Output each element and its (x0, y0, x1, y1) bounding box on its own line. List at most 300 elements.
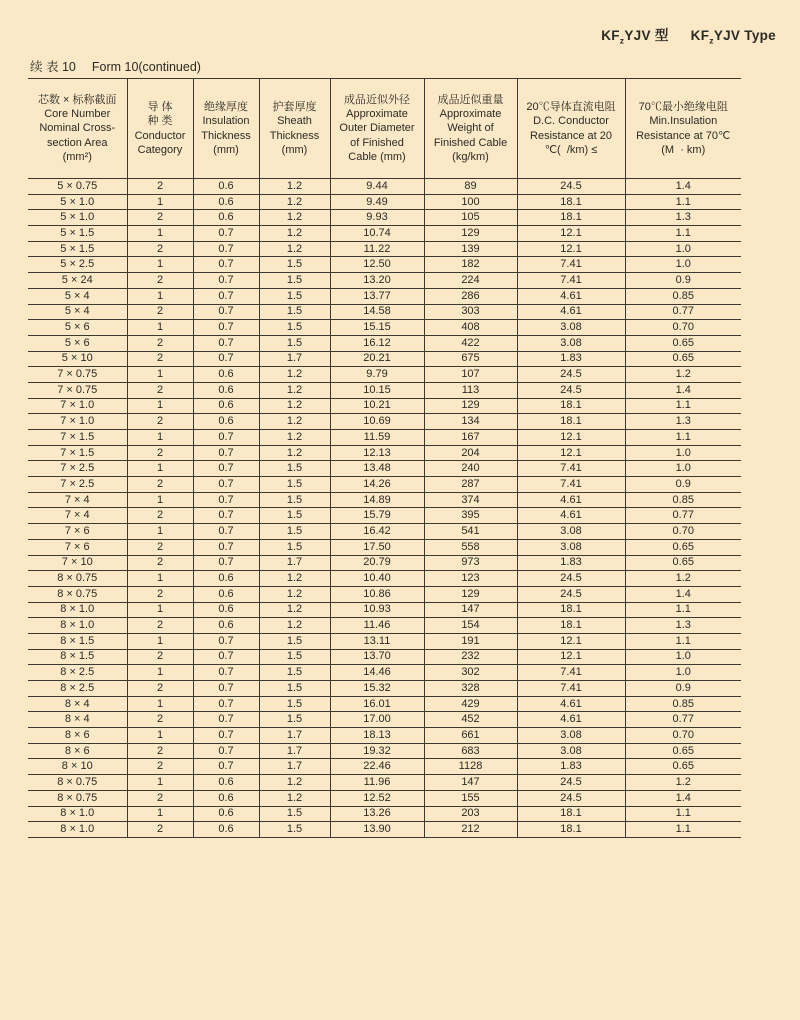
table-cell: 1.1 (625, 806, 741, 822)
table-cell: 1.2 (259, 179, 330, 195)
column-header-core-number: 芯数 × 标称截面 Core Number Nominal Cross- section Area (mm²) (28, 79, 127, 179)
table-cell: 147 (424, 602, 517, 618)
table-cell: 24.5 (517, 179, 625, 195)
table-cell: 24.5 (517, 571, 625, 587)
table-cell: 1 (127, 492, 193, 508)
table-cell: 452 (424, 712, 517, 728)
table-cell: 5 × 1.0 (28, 210, 127, 226)
table-row (28, 445, 741, 461)
table-cell: 0.77 (625, 712, 741, 728)
table-cell: 11.59 (330, 430, 424, 446)
table-cell: 123 (424, 571, 517, 587)
table-cell: 0.65 (625, 351, 741, 367)
table-cell: 18.1 (517, 414, 625, 430)
table-cell: 8 × 2.5 (28, 681, 127, 697)
table-cell: 129 (424, 398, 517, 414)
table-cell: 5 × 4 (28, 288, 127, 304)
table-cell: 1 (127, 524, 193, 540)
table-cell: 1.83 (517, 555, 625, 571)
table-cell: 422 (424, 335, 517, 351)
table-cell: 1.5 (259, 288, 330, 304)
table-cell: 5 × 1.0 (28, 194, 127, 210)
table-cell: 0.65 (625, 743, 741, 759)
cable-type-label (601, 24, 776, 46)
table-cell: 0.6 (193, 210, 259, 226)
table-cell: 204 (424, 445, 517, 461)
table-cell: 1.1 (625, 226, 741, 242)
table-cell: 1 (127, 194, 193, 210)
table-row (28, 398, 741, 414)
table-cell: 24.5 (517, 586, 625, 602)
table-cell: 395 (424, 508, 517, 524)
table-cell: 1.5 (259, 461, 330, 477)
table-cell: 100 (424, 194, 517, 210)
table-cell: 1.83 (517, 759, 625, 775)
table-cell: 8 × 0.75 (28, 571, 127, 587)
table-row (28, 367, 741, 383)
table-cell: 0.6 (193, 775, 259, 791)
table-cell: 1.5 (259, 492, 330, 508)
table-row (28, 430, 741, 446)
table-cell: 2 (127, 681, 193, 697)
table-cell: 129 (424, 586, 517, 602)
table-cell: 16.42 (330, 524, 424, 540)
table-cell: 13.77 (330, 288, 424, 304)
table-cell: 8 × 0.75 (28, 790, 127, 806)
table-cell: 0.6 (193, 398, 259, 414)
table-cell: 16.12 (330, 335, 424, 351)
table-cell: 8 × 6 (28, 743, 127, 759)
table-cell: 7 × 4 (28, 508, 127, 524)
table-cell: 10.74 (330, 226, 424, 242)
table-cell: 2 (127, 539, 193, 555)
table-cell: 302 (424, 665, 517, 681)
table-row (28, 602, 741, 618)
table-cell: 4.61 (517, 492, 625, 508)
table-cell: 4.61 (517, 288, 625, 304)
table-cell: 1.4 (625, 790, 741, 806)
table-cell: 8 × 10 (28, 759, 127, 775)
table-cell: 2 (127, 712, 193, 728)
table-cell: 2 (127, 273, 193, 289)
table-cell: 12.1 (517, 633, 625, 649)
table-cell: 1.5 (259, 681, 330, 697)
table-cell: 5 × 4 (28, 304, 127, 320)
table-cell: 7 × 10 (28, 555, 127, 571)
table-cell: 15.15 (330, 320, 424, 336)
table-cell: 12.50 (330, 257, 424, 273)
table-cell: 7 × 1.0 (28, 414, 127, 430)
table-row (28, 806, 741, 822)
table-cell: 1.5 (259, 320, 330, 336)
table-row (28, 586, 741, 602)
table-cell: 0.7 (193, 665, 259, 681)
column-header-conductor-category: 导 体 种 类 Conductor Category (127, 79, 193, 179)
table-cell: 5 × 1.5 (28, 241, 127, 257)
table-row (28, 382, 741, 398)
table-cell: 0.7 (193, 649, 259, 665)
table-cell: 0.7 (193, 304, 259, 320)
table-cell: 0.6 (193, 571, 259, 587)
table-cell: 973 (424, 555, 517, 571)
table-cell: 1.0 (625, 461, 741, 477)
table-cell: 24.5 (517, 382, 625, 398)
table-cell: 1.7 (259, 728, 330, 744)
table-cell: 1.4 (625, 382, 741, 398)
table-caption (30, 57, 201, 75)
table-cell: 2 (127, 304, 193, 320)
table-cell: 0.85 (625, 492, 741, 508)
table-cell: 2 (127, 382, 193, 398)
table-cell: 1 (127, 320, 193, 336)
table-cell: 2 (127, 508, 193, 524)
table-cell: 5 × 0.75 (28, 179, 127, 195)
table-cell: 12.1 (517, 445, 625, 461)
table-cell: 13.90 (330, 822, 424, 838)
table-cell: 2 (127, 179, 193, 195)
table-cell: 8 × 1.0 (28, 806, 127, 822)
table-cell: 1.5 (259, 524, 330, 540)
table-cell: 1.1 (625, 602, 741, 618)
table-cell: 1.5 (259, 304, 330, 320)
table-cell: 683 (424, 743, 517, 759)
table-cell: 224 (424, 273, 517, 289)
column-header-min-insulation-resistance: 70℃最小绝缘电阻 Min.Insulation Resistance at 70℃ (M · km) (625, 79, 741, 179)
table-cell: 7 × 1.5 (28, 445, 127, 461)
table-cell: 1.7 (259, 743, 330, 759)
table-cell: 10.69 (330, 414, 424, 430)
table-cell: 10.40 (330, 571, 424, 587)
table-cell: 0.9 (625, 681, 741, 697)
table-cell: 13.48 (330, 461, 424, 477)
table-cell: 0.6 (193, 618, 259, 634)
table-cell: 1.2 (259, 226, 330, 242)
table-cell: 134 (424, 414, 517, 430)
table-cell: 1.2 (259, 241, 330, 257)
table-cell: 1 (127, 288, 193, 304)
table-cell: 1.5 (259, 273, 330, 289)
table-cell: 12.1 (517, 430, 625, 446)
table-row (28, 179, 741, 195)
table-cell: 1.3 (625, 210, 741, 226)
table-cell: 191 (424, 633, 517, 649)
table-cell: 105 (424, 210, 517, 226)
table-cell: 558 (424, 539, 517, 555)
table-cell: 0.6 (193, 586, 259, 602)
table-cell: 0.9 (625, 477, 741, 493)
table-cell: 0.7 (193, 759, 259, 775)
table-row (28, 335, 741, 351)
table-cell: 0.7 (193, 335, 259, 351)
table-cell: 11.22 (330, 241, 424, 257)
table-cell: 18.1 (517, 822, 625, 838)
table-row (28, 257, 741, 273)
table-cell: 7 × 4 (28, 492, 127, 508)
table-cell: 0.6 (193, 194, 259, 210)
table-cell: 7.41 (517, 665, 625, 681)
table-cell: 5 × 10 (28, 351, 127, 367)
table-cell: 0.7 (193, 430, 259, 446)
table-cell: 675 (424, 351, 517, 367)
table-cell: 12.1 (517, 226, 625, 242)
table-cell: 10.93 (330, 602, 424, 618)
table-cell: 1.2 (259, 571, 330, 587)
table-cell: 1.83 (517, 351, 625, 367)
table-cell: 212 (424, 822, 517, 838)
table-cell: 4.61 (517, 712, 625, 728)
table-cell: 14.46 (330, 665, 424, 681)
table-cell: 2 (127, 618, 193, 634)
table-cell: 10.15 (330, 382, 424, 398)
table-cell: 0.65 (625, 335, 741, 351)
table-cell: 1.2 (625, 571, 741, 587)
table-cell: 10.86 (330, 586, 424, 602)
table-cell: 1.3 (625, 618, 741, 634)
table-row (28, 633, 741, 649)
table-cell: 0.65 (625, 555, 741, 571)
table-cell: 0.6 (193, 602, 259, 618)
table-cell: 22.46 (330, 759, 424, 775)
cable-type-en: $KF_zYJV$ Type (690, 28, 776, 46)
table-cell: 9.93 (330, 210, 424, 226)
table-row (28, 712, 741, 728)
table-cell: 24.5 (517, 775, 625, 791)
table-cell: 5 × 1.5 (28, 226, 127, 242)
table-cell: 7.41 (517, 273, 625, 289)
table-cell: 2 (127, 335, 193, 351)
table-cell: 7 × 6 (28, 524, 127, 540)
table-cell: 20.21 (330, 351, 424, 367)
table-cell: 2 (127, 822, 193, 838)
table-cell: 0.6 (193, 179, 259, 195)
table-cell: 0.9 (625, 273, 741, 289)
table-cell: 0.6 (193, 367, 259, 383)
table-cell: 1 (127, 367, 193, 383)
table-row (28, 571, 741, 587)
table-cell: 12.13 (330, 445, 424, 461)
table-row (28, 210, 741, 226)
table-cell: 5 × 6 (28, 320, 127, 336)
table-cell: 1.5 (259, 508, 330, 524)
table-cell: 240 (424, 461, 517, 477)
table-cell: 1 (127, 728, 193, 744)
table-cell: 0.7 (193, 288, 259, 304)
table-cell: 374 (424, 492, 517, 508)
table-cell: 1.5 (259, 806, 330, 822)
table-cell: 1.1 (625, 430, 741, 446)
table-row (28, 728, 741, 744)
table-cell: 2 (127, 649, 193, 665)
table-cell: 1 (127, 806, 193, 822)
table-cell: 1.5 (259, 633, 330, 649)
table-cell: 2 (127, 241, 193, 257)
table-cell: 5 × 2.5 (28, 257, 127, 273)
table-cell: 0.7 (193, 273, 259, 289)
table-cell: 0.7 (193, 539, 259, 555)
table-row (28, 194, 741, 210)
table-cell: 0.85 (625, 696, 741, 712)
table-cell: 0.7 (193, 492, 259, 508)
table-cell: 139 (424, 241, 517, 257)
column-header-sheath-thickness: 护套厚度 Sheath Thickness (mm) (259, 79, 330, 179)
table-cell: 1 (127, 775, 193, 791)
table-cell: 1.2 (259, 445, 330, 461)
table-row (28, 696, 741, 712)
table-cell: 7.41 (517, 461, 625, 477)
table-cell: 7 × 2.5 (28, 477, 127, 493)
table-cell: 11.96 (330, 775, 424, 791)
cable-type-en-subscript: z (709, 35, 714, 46)
column-header-dc-resistance: 20℃导体直流电阻 D.C. Conductor Resistance at 20 ℃( /km) ≤ (517, 79, 625, 179)
table-cell: 1.2 (259, 586, 330, 602)
table-row (28, 822, 741, 838)
table-cell: 0.6 (193, 822, 259, 838)
table-row (28, 649, 741, 665)
table-cell: 0.7 (193, 351, 259, 367)
table-cell: 1.0 (625, 445, 741, 461)
table-cell: 9.44 (330, 179, 424, 195)
table-caption-en: Form 10(continued) (91, 60, 201, 74)
table-cell: 1.1 (625, 633, 741, 649)
table-cell: 2 (127, 586, 193, 602)
table-cell: 1.2 (259, 210, 330, 226)
table-cell: 3.08 (517, 320, 625, 336)
table-cell: 3.08 (517, 335, 625, 351)
table-cell: 19.32 (330, 743, 424, 759)
table-cell: 1.5 (259, 335, 330, 351)
table-cell: 1.0 (625, 649, 741, 665)
table-cell: 147 (424, 775, 517, 791)
table-cell: 7.41 (517, 681, 625, 697)
table-cell: 167 (424, 430, 517, 446)
table-cell: 1.2 (259, 430, 330, 446)
table-cell: 1.7 (259, 351, 330, 367)
table-cell: 1.5 (259, 477, 330, 493)
table-cell: 0.7 (193, 461, 259, 477)
table-cell: 1.2 (625, 775, 741, 791)
table-cell: 1.2 (259, 602, 330, 618)
table-cell: 8 × 6 (28, 728, 127, 744)
table-cell: 4.61 (517, 304, 625, 320)
table-cell: 328 (424, 681, 517, 697)
table-cell: 7.41 (517, 477, 625, 493)
table-cell: 2 (127, 790, 193, 806)
table-cell: 1.5 (259, 696, 330, 712)
table-cell: 154 (424, 618, 517, 634)
table-cell: 1.2 (259, 414, 330, 430)
table-row (28, 320, 741, 336)
table-cell: 0.7 (193, 226, 259, 242)
table-cell: 18.1 (517, 806, 625, 822)
table-cell: 429 (424, 696, 517, 712)
table-cell: 7 × 0.75 (28, 367, 127, 383)
table-caption-cn: 续 表 10 (30, 60, 76, 74)
table-cell: 1.2 (259, 790, 330, 806)
table-cell: 107 (424, 367, 517, 383)
table-cell: 8 × 1.5 (28, 649, 127, 665)
table-cell: 14.58 (330, 304, 424, 320)
table-cell: 89 (424, 179, 517, 195)
table-cell: 13.70 (330, 649, 424, 665)
table-cell: 8 × 0.75 (28, 586, 127, 602)
table-row (28, 555, 741, 571)
table-row (28, 524, 741, 540)
table-cell: 0.7 (193, 508, 259, 524)
table-cell: 0.6 (193, 414, 259, 430)
table-cell: 7 × 0.75 (28, 382, 127, 398)
table-row (28, 461, 741, 477)
table-cell: 0.6 (193, 790, 259, 806)
table-cell: 4.61 (517, 696, 625, 712)
table-cell: 1.0 (625, 257, 741, 273)
table-cell: 1.5 (259, 257, 330, 273)
table-cell: 1 (127, 398, 193, 414)
table-cell: 0.6 (193, 806, 259, 822)
table-cell: 7 × 6 (28, 539, 127, 555)
table-cell: 12.1 (517, 241, 625, 257)
table-cell: 3.08 (517, 743, 625, 759)
table-cell: 0.77 (625, 304, 741, 320)
table-cell: 2 (127, 414, 193, 430)
table-cell: 1 (127, 665, 193, 681)
table-cell: 1.2 (259, 367, 330, 383)
table-cell: 1.2 (625, 367, 741, 383)
table-cell: 1.2 (259, 382, 330, 398)
table-cell: 1.4 (625, 586, 741, 602)
table-cell: 1.0 (625, 241, 741, 257)
table-cell: 0.7 (193, 681, 259, 697)
table-cell: 2 (127, 743, 193, 759)
table-cell: 12.1 (517, 649, 625, 665)
cable-type-cn: $KF_zYJV$ 型 (601, 28, 669, 46)
table-cell: 1 (127, 226, 193, 242)
table-cell: 3.08 (517, 524, 625, 540)
table-cell: 0.7 (193, 320, 259, 336)
table-cell: 5 × 24 (28, 273, 127, 289)
table-cell: 0.7 (193, 241, 259, 257)
table-cell: 1.0 (625, 665, 741, 681)
table-row (28, 492, 741, 508)
table-cell: 5 × 6 (28, 335, 127, 351)
table-cell: 1 (127, 633, 193, 649)
table-cell: 7 × 2.5 (28, 461, 127, 477)
table-cell: 13.11 (330, 633, 424, 649)
table-cell: 18.13 (330, 728, 424, 744)
table-cell: 0.70 (625, 728, 741, 744)
table-cell: 129 (424, 226, 517, 242)
table-cell: 2 (127, 351, 193, 367)
table-cell: 1.2 (259, 775, 330, 791)
table-row (28, 414, 741, 430)
table-cell: 0.7 (193, 477, 259, 493)
column-header-approx-weight: 成品近似重量 Approximate Weight of Finished Cable (kg/km) (424, 79, 517, 179)
table-row (28, 226, 741, 242)
table-cell: 11.46 (330, 618, 424, 634)
table-cell: 1 (127, 602, 193, 618)
table-cell: 3.08 (517, 539, 625, 555)
table-cell: 0.70 (625, 320, 741, 336)
table-cell: 0.7 (193, 257, 259, 273)
table-row (28, 539, 741, 555)
table-cell: 15.32 (330, 681, 424, 697)
table-cell: 3.08 (517, 728, 625, 744)
table-cell: 13.26 (330, 806, 424, 822)
table-cell: 17.00 (330, 712, 424, 728)
table-cell: 8 × 4 (28, 712, 127, 728)
table-cell: 0.7 (193, 728, 259, 744)
table-cell: 1.1 (625, 398, 741, 414)
table-cell: 0.7 (193, 555, 259, 571)
